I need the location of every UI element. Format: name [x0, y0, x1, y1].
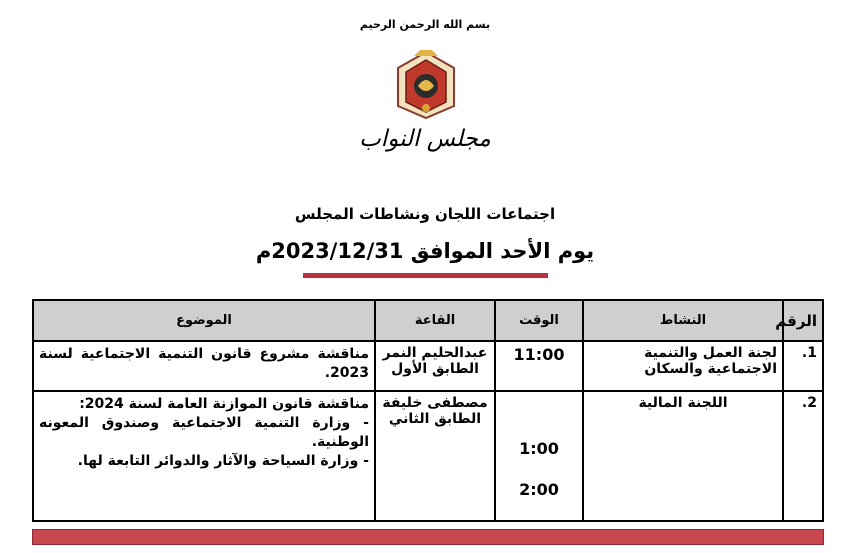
- row-time: [495, 391, 583, 521]
- header-activity: النشاط: [583, 300, 783, 341]
- date-line: يوم الأحد الموافق 2023/12/31م: [255, 239, 595, 263]
- header-topic: الموضوع: [33, 300, 375, 341]
- row-topic: مناقشة مشروع قانون التنمية الاجتماعية لسنة 2023.: [33, 341, 375, 391]
- coat-of-arms-icon: [388, 46, 464, 122]
- table-header-row: [33, 300, 823, 341]
- page-title: اجتماعات اللجان ونشاطات المجلس: [294, 205, 556, 223]
- row-number: 2.: [783, 391, 823, 521]
- hall-name: عبدالحليم النمر: [382, 345, 488, 361]
- topic-intro: مناقشة قانون الموازنة العامة لسنة 2024:: [79, 396, 369, 412]
- bottom-bar: [32, 529, 824, 545]
- row-number: 1.: [783, 341, 823, 391]
- row-activity: لجنة العمل والتنمية الاجتماعية والسكان: [583, 341, 783, 391]
- org-name: مجلس النواب: [359, 126, 491, 152]
- date-underline: [303, 273, 548, 278]
- row-time: 11:00: [495, 341, 583, 391]
- time-slot-1: 1:00: [519, 439, 559, 458]
- topic-item: - وزارة التنمية الاجتماعية وصندوق المعونه الوطنية.: [39, 415, 369, 450]
- row-activity: اللجنة المالية: [583, 391, 783, 521]
- header-hall: القاعة: [375, 300, 495, 341]
- header-number: الرقم: [783, 300, 823, 341]
- topic-item: - وزارة السياحة والآثار والدوائر التابعة لها.: [77, 453, 369, 469]
- schedule-table: [32, 299, 824, 522]
- row-hall: [375, 391, 495, 521]
- hall-floor: الطابق الثاني: [388, 411, 482, 427]
- header-time: الوقت: [495, 300, 583, 341]
- basmala: بسم الله الرحمن الرحيم: [359, 18, 491, 31]
- hall-floor: الطابق الأول: [391, 361, 479, 377]
- time-slot-2: 2:00: [519, 480, 559, 499]
- row-topic: [33, 391, 375, 521]
- table-row: [33, 341, 823, 391]
- row-hall: [375, 341, 495, 391]
- table-row: [33, 391, 823, 521]
- hall-name: مصطفى خليفة: [382, 395, 488, 411]
